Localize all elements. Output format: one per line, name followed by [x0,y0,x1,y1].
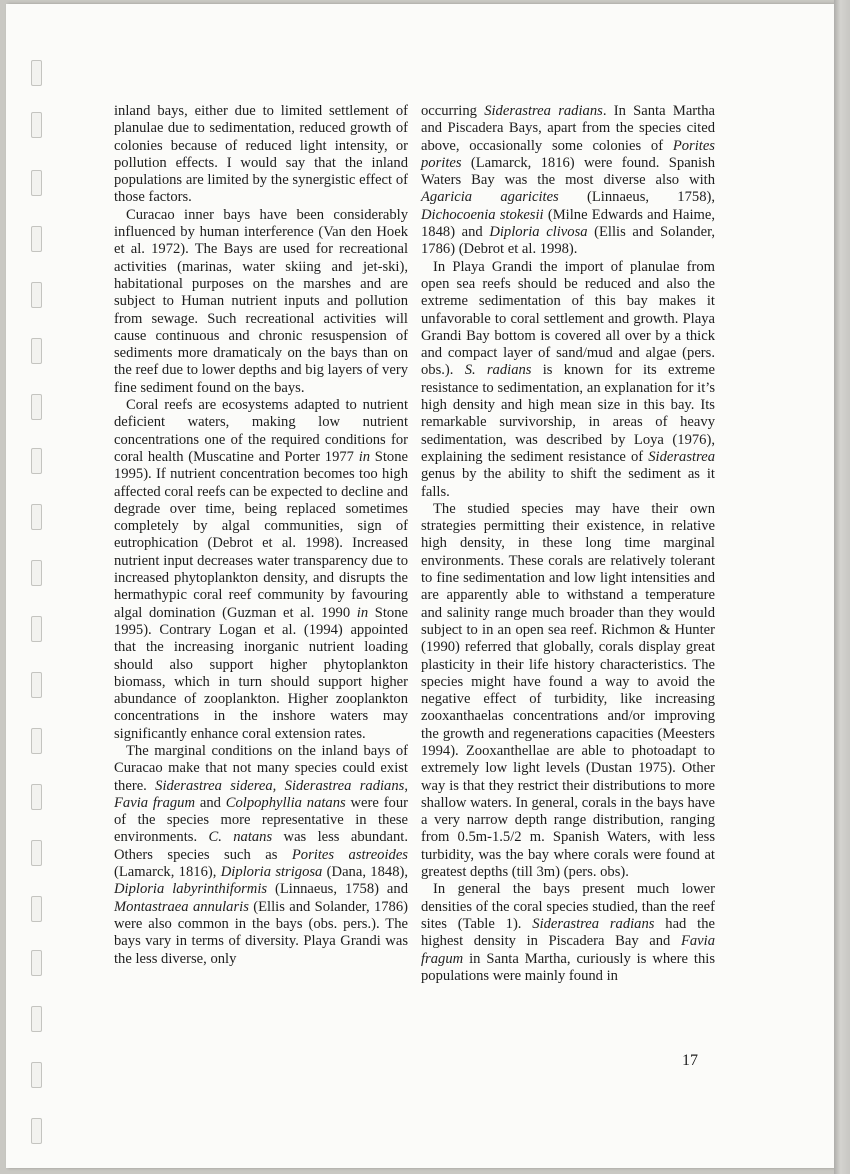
italic-run: Agaricia agaricites [421,189,559,206]
text-run: . In Santa Martha and Piscadera Bays, apart from the species cited above, occasionally some colonies of [421,103,715,154]
binding-hole [31,282,42,308]
text-run: Stone 1995). Contrary Logan et al. (1994) appointed that the increasing inorganic nutrient loading should also support higher phytoplankton biomass, which in turn should support higher abundance of zooplankton. Higher zooplankton concentrations in the inshore waters may significantly enhance coral extension rates. [114,604,409,742]
binding-hole [31,1006,42,1032]
italic-run: Favia fragum [114,794,196,811]
italic-run: Diploria clivosa [489,224,588,241]
italic-run: in [358,448,371,465]
italic-run: Montastraea annularis [114,898,249,915]
italic-run: S. radians [464,362,532,379]
italic-run: in [356,604,369,621]
binding-holes [31,0,51,1174]
italic-run: Porites astreoides [291,846,408,863]
binding-hole [31,504,42,530]
italic-run: Siderastrea [648,448,715,465]
italic-run: Colpophyllia natans [225,794,346,811]
binding-hole [31,338,42,364]
text-run: , [404,777,408,794]
binding-hole [31,1118,42,1144]
text-run: and [195,794,226,811]
binding-hole [31,60,42,86]
binding-hole [31,448,42,474]
text-run: The marginal conditions on the inland bays of Curacao make that not many species could exist there. [114,742,408,794]
text-run: (Lamarck, 1816), [114,864,221,881]
page-edge-shadow [834,0,850,1174]
binding-hole [31,896,42,922]
text-run: in Santa Martha, curiously is where this populations were mainly found in [421,950,715,984]
paragraph [421,103,715,259]
binding-hole [31,560,42,586]
text-run: (Lamarck, 1816) were found. Spanish Waters Bay was the most diverse also with [421,154,715,189]
text-run: was less abundant. Others species such as [114,829,408,863]
binding-hole [31,226,42,252]
text-run: (Linnaeus, 1758) and [267,881,408,898]
text-run: genus by the ability to shift the sediment as it falls. [421,466,715,500]
italic-run: Siderastrea siderea, Siderastrea radians [155,777,405,794]
text-run: In general the bays present much lower densities of the coral species studied, than the reef sites (Table 1). [421,881,715,932]
text-run: (Linnaeus, 1758), [558,189,715,206]
binding-hole [31,112,42,138]
paragraph [114,743,408,968]
italic-run: Siderastrea radians [532,915,655,932]
paragraph [421,259,715,501]
binding-hole [31,672,42,698]
paragraph [114,103,408,207]
paragraph [421,501,715,882]
left-text-column [114,103,408,968]
italic-run: Porites porites [421,137,715,171]
binding-hole [31,394,42,420]
text-run: inland bays, either due to limited settlement of planulae due to sedimentation, reduced growth of colonies because of reduced light intensity, or pollution effects. I would say that the inland populations are limited by the synergistic effect of those factors. [114,103,408,206]
italic-run: Dichocoenia stokesii [421,206,544,223]
text-run: were four of the species more representative in these environments. [114,794,409,846]
italic-run: Diploria strigosa [220,864,323,881]
text-run: is known for its extreme resistance to sedimentation, an explanation for it’s high density and high mean size in this bay. Its remarkable survivorship, in areas of heavy sedimentation, was described by Loya (1976), explaining the sediment resistance of [421,362,715,465]
binding-hole [31,1062,42,1088]
right-text-column [421,103,715,985]
text-run: occurring [421,103,485,119]
text-run: (Milne Edwards and Haime, 1848) and [421,206,715,241]
paragraph [114,397,408,743]
binding-hole [31,170,42,196]
paragraph [421,881,715,985]
italic-run: Favia fragum [421,933,715,967]
text-run: (Dana, 1848), [322,864,409,881]
binding-hole [31,616,42,642]
text-run: Curacao inner bays have been considerably influenced by human interference (Van den Hoek et al. 1972). The Bays are used for recreational activities (marinas, water skiing and jet-ski), habitational purposes on the marshes and are subject to Human nutrient inputs and pollution from sewage. Such recreational activities will cause continuous and chronic resuspension of sediments more dramaticaly on the bays than on the reef due to lower depths and big layers of very fine sediment found on the bays. [114,206,408,396]
text-run: Coral reefs are ecosystems adapted to nutrient deficient waters, making low nutrient concentrations one of the required conditions for coral health (Muscatine and Porter 1977 [114,397,408,465]
text-run: (Ellis and Solander, 1786) (Debrot et al. 1998). [421,224,715,258]
paragraph [114,207,408,397]
text-run: In Playa Grandi the import of planulae from open sea reefs should be reduced and also the extreme sedimentation of this bay makes it unfavorable to coral settlement and growth. Playa Grandi Bay bottom is covered all over by a thick and compact layer of sand/mud and algae (pers. obs.). [421,258,715,379]
text-run: had the highest density in Piscadera Bay and [421,915,715,950]
binding-hole [31,950,42,976]
binding-hole [31,784,42,810]
binding-hole [31,728,42,754]
binding-hole [31,840,42,866]
italic-run: Diploria labyrinthiformis [114,881,268,898]
page-number: 17 [682,1052,698,1069]
text-run: The studied species may have their own strategies permitting their existence, in relative high density, in these long time marginal environments. These corals are relatively tolerant to fine sedimentation and low light intensities and are apparently able to withstand a temperature and salinity range much broader than they would subject to in an open sea reef. Richmon & Hunter (1990) referred that globally, corals display great plasticity in their life history characteristics. The species might have found a way to avoid the negative effect of turbidity, like increasing zooxanthaelas concentrations and/or improving the growth and regenerations capacities (Meesters 1994). Zooxanthellae are able to photoadapt to extremely low light levels (Dustan 1975). Other way is that they restrict their distributions to more shallow waters. In general, corals in the bays have a very narrow depth range distribution, ranging from 0.5m-1.5/2 m. Spanish Waters, with less turbidity, was the bay where corals were found at greatest depths (till 3m) (pers. obs). [421,500,715,881]
italic-run: C. natans [208,829,273,846]
italic-run: Siderastrea radians [484,103,603,119]
text-run: Stone 1995). If nutrient concentration becomes too high affected coral reefs can be expected to decline and degrade over time, being replaced sometimes completely by algal communities, sign of eutrophication (Debrot et al. 1998). Increased nutrient input decreases water transparency due to increased phytoplankton density, and disrupts the hermathypic coral reef community by favouring algal domination (Guzman et al. 1990 [114,448,409,621]
text-run: (Ellis and Solander, 1786) were also common in the bays (obs. pers.). The bays vary in terms of diversity. Playa Grandi was the less diverse, only [114,898,409,967]
